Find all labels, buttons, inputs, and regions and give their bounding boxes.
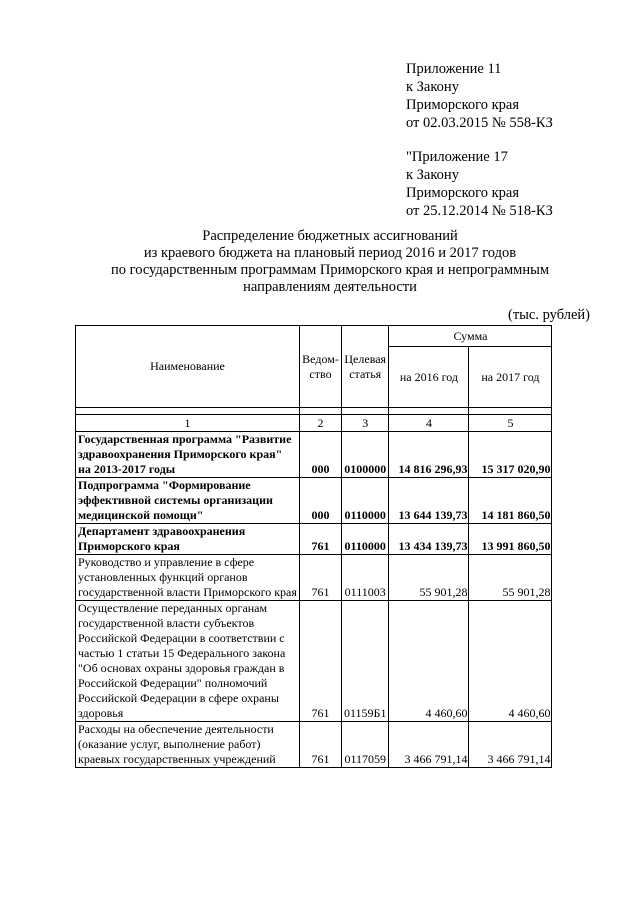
budget-table bbox=[75, 325, 552, 768]
row-dept-cell: 761 bbox=[300, 722, 342, 768]
row-2017-cell: 14 181 860,50 bbox=[469, 478, 552, 524]
annex-current bbox=[406, 60, 553, 132]
spacer-cell bbox=[76, 408, 300, 415]
row-2017-cell: 13 991 860,50 bbox=[469, 524, 552, 555]
table-row bbox=[76, 555, 552, 601]
title-line: из краевого бюджета на плановый период 2016 и 2017 годов bbox=[143, 245, 517, 261]
column-number: 1 bbox=[76, 415, 300, 432]
header-name: Наименование bbox=[76, 326, 300, 408]
annex-current-line: Приморского края bbox=[406, 97, 520, 113]
annex-original-line: от 25.12.2014 № 518-КЗ bbox=[406, 203, 553, 219]
title-line: Распределение бюджетных ассигнований bbox=[202, 228, 458, 244]
spacer-cell bbox=[300, 408, 342, 415]
row-target-cell: 0110000 bbox=[342, 524, 389, 555]
row-name-cell: Государственная программа "Развитие здравоохранения Приморского края" на 2013-2017 годы bbox=[76, 432, 300, 478]
row-2017-cell: 55 901,28 bbox=[469, 555, 552, 601]
row-2016-cell: 55 901,28 bbox=[389, 555, 469, 601]
row-dept-cell: 761 bbox=[300, 524, 342, 555]
document-title bbox=[80, 228, 580, 296]
header-sum: Сумма bbox=[389, 326, 552, 347]
row-2016-cell: 14 816 296,93 bbox=[389, 432, 469, 478]
table-row bbox=[76, 524, 552, 555]
header-target: Целевая статья bbox=[342, 326, 389, 408]
row-2016-cell: 3 466 791,14 bbox=[389, 722, 469, 768]
title-line: направлениям деятельности bbox=[243, 279, 417, 295]
row-2017-cell: 15 317 020,90 bbox=[469, 432, 552, 478]
title-line: по государственным программам Приморского края и непрограммным bbox=[110, 262, 550, 278]
annex-current-line: Приложение 11 bbox=[406, 61, 502, 77]
table-row bbox=[76, 722, 552, 768]
spacer-cell bbox=[342, 408, 389, 415]
column-number: 2 bbox=[300, 415, 342, 432]
row-target-cell: 0100000 bbox=[342, 432, 389, 478]
row-name-cell: Руководство и управление в сфере установленных функций органов государственной власти Приморского края bbox=[76, 555, 300, 601]
annex-original-line: "Приложение 17 bbox=[406, 149, 508, 165]
row-name-cell: Департамент здравоохранения Приморского края bbox=[76, 524, 300, 555]
table-row bbox=[76, 432, 552, 478]
header-2016: на 2016 год bbox=[389, 347, 469, 408]
spacer-cell bbox=[389, 408, 469, 415]
column-number: 3 bbox=[342, 415, 389, 432]
row-target-cell: 01159Б1 bbox=[342, 601, 389, 722]
row-dept-cell: 000 bbox=[300, 432, 342, 478]
row-target-cell: 0117059 bbox=[342, 722, 389, 768]
annex-original-line: Приморского края bbox=[406, 185, 520, 201]
table-row bbox=[76, 478, 552, 524]
column-number: 4 bbox=[389, 415, 469, 432]
annex-current-line: к Закону bbox=[406, 79, 459, 95]
row-2016-cell: 4 460,60 bbox=[389, 601, 469, 722]
row-2016-cell: 13 644 139,73 bbox=[389, 478, 469, 524]
annex-original-line: к Закону bbox=[406, 167, 459, 183]
row-name-cell: Расходы на обеспечение деятельности (оказание услуг, выполнение работ) краевых государственных учреждений bbox=[76, 722, 300, 768]
row-dept-cell: 761 bbox=[300, 601, 342, 722]
row-target-cell: 0111003 bbox=[342, 555, 389, 601]
header-dept: Ведом-ство bbox=[300, 326, 342, 408]
unit-label: (тыс. рублей) bbox=[508, 307, 590, 323]
row-dept-cell: 000 bbox=[300, 478, 342, 524]
row-2017-cell: 4 460,60 bbox=[469, 601, 552, 722]
table-row bbox=[76, 601, 552, 722]
column-number: 5 bbox=[469, 415, 552, 432]
row-name-cell: Подпрограмма "Формирование эффективной системы организации медицинской помощи" bbox=[76, 478, 300, 524]
spacer-cell bbox=[469, 408, 552, 415]
row-dept-cell: 761 bbox=[300, 555, 342, 601]
row-name-cell: Осуществление переданных органам государственной власти субъектов Российской Федерации в соответствии с частью 1 статьи 15 Федерального закона "Об основах охраны здоровья граждан в Российской Федерации" полномочий Российской Федерации в сфере охраны здоровья bbox=[76, 601, 300, 722]
row-2016-cell: 13 434 139,73 bbox=[389, 524, 469, 555]
annex-original bbox=[406, 148, 553, 220]
annex-current-line: от 02.03.2015 № 558-КЗ bbox=[406, 115, 553, 131]
row-target-cell: 0110000 bbox=[342, 478, 389, 524]
header-2017: на 2017 год bbox=[469, 347, 552, 408]
row-2017-cell: 3 466 791,14 bbox=[469, 722, 552, 768]
